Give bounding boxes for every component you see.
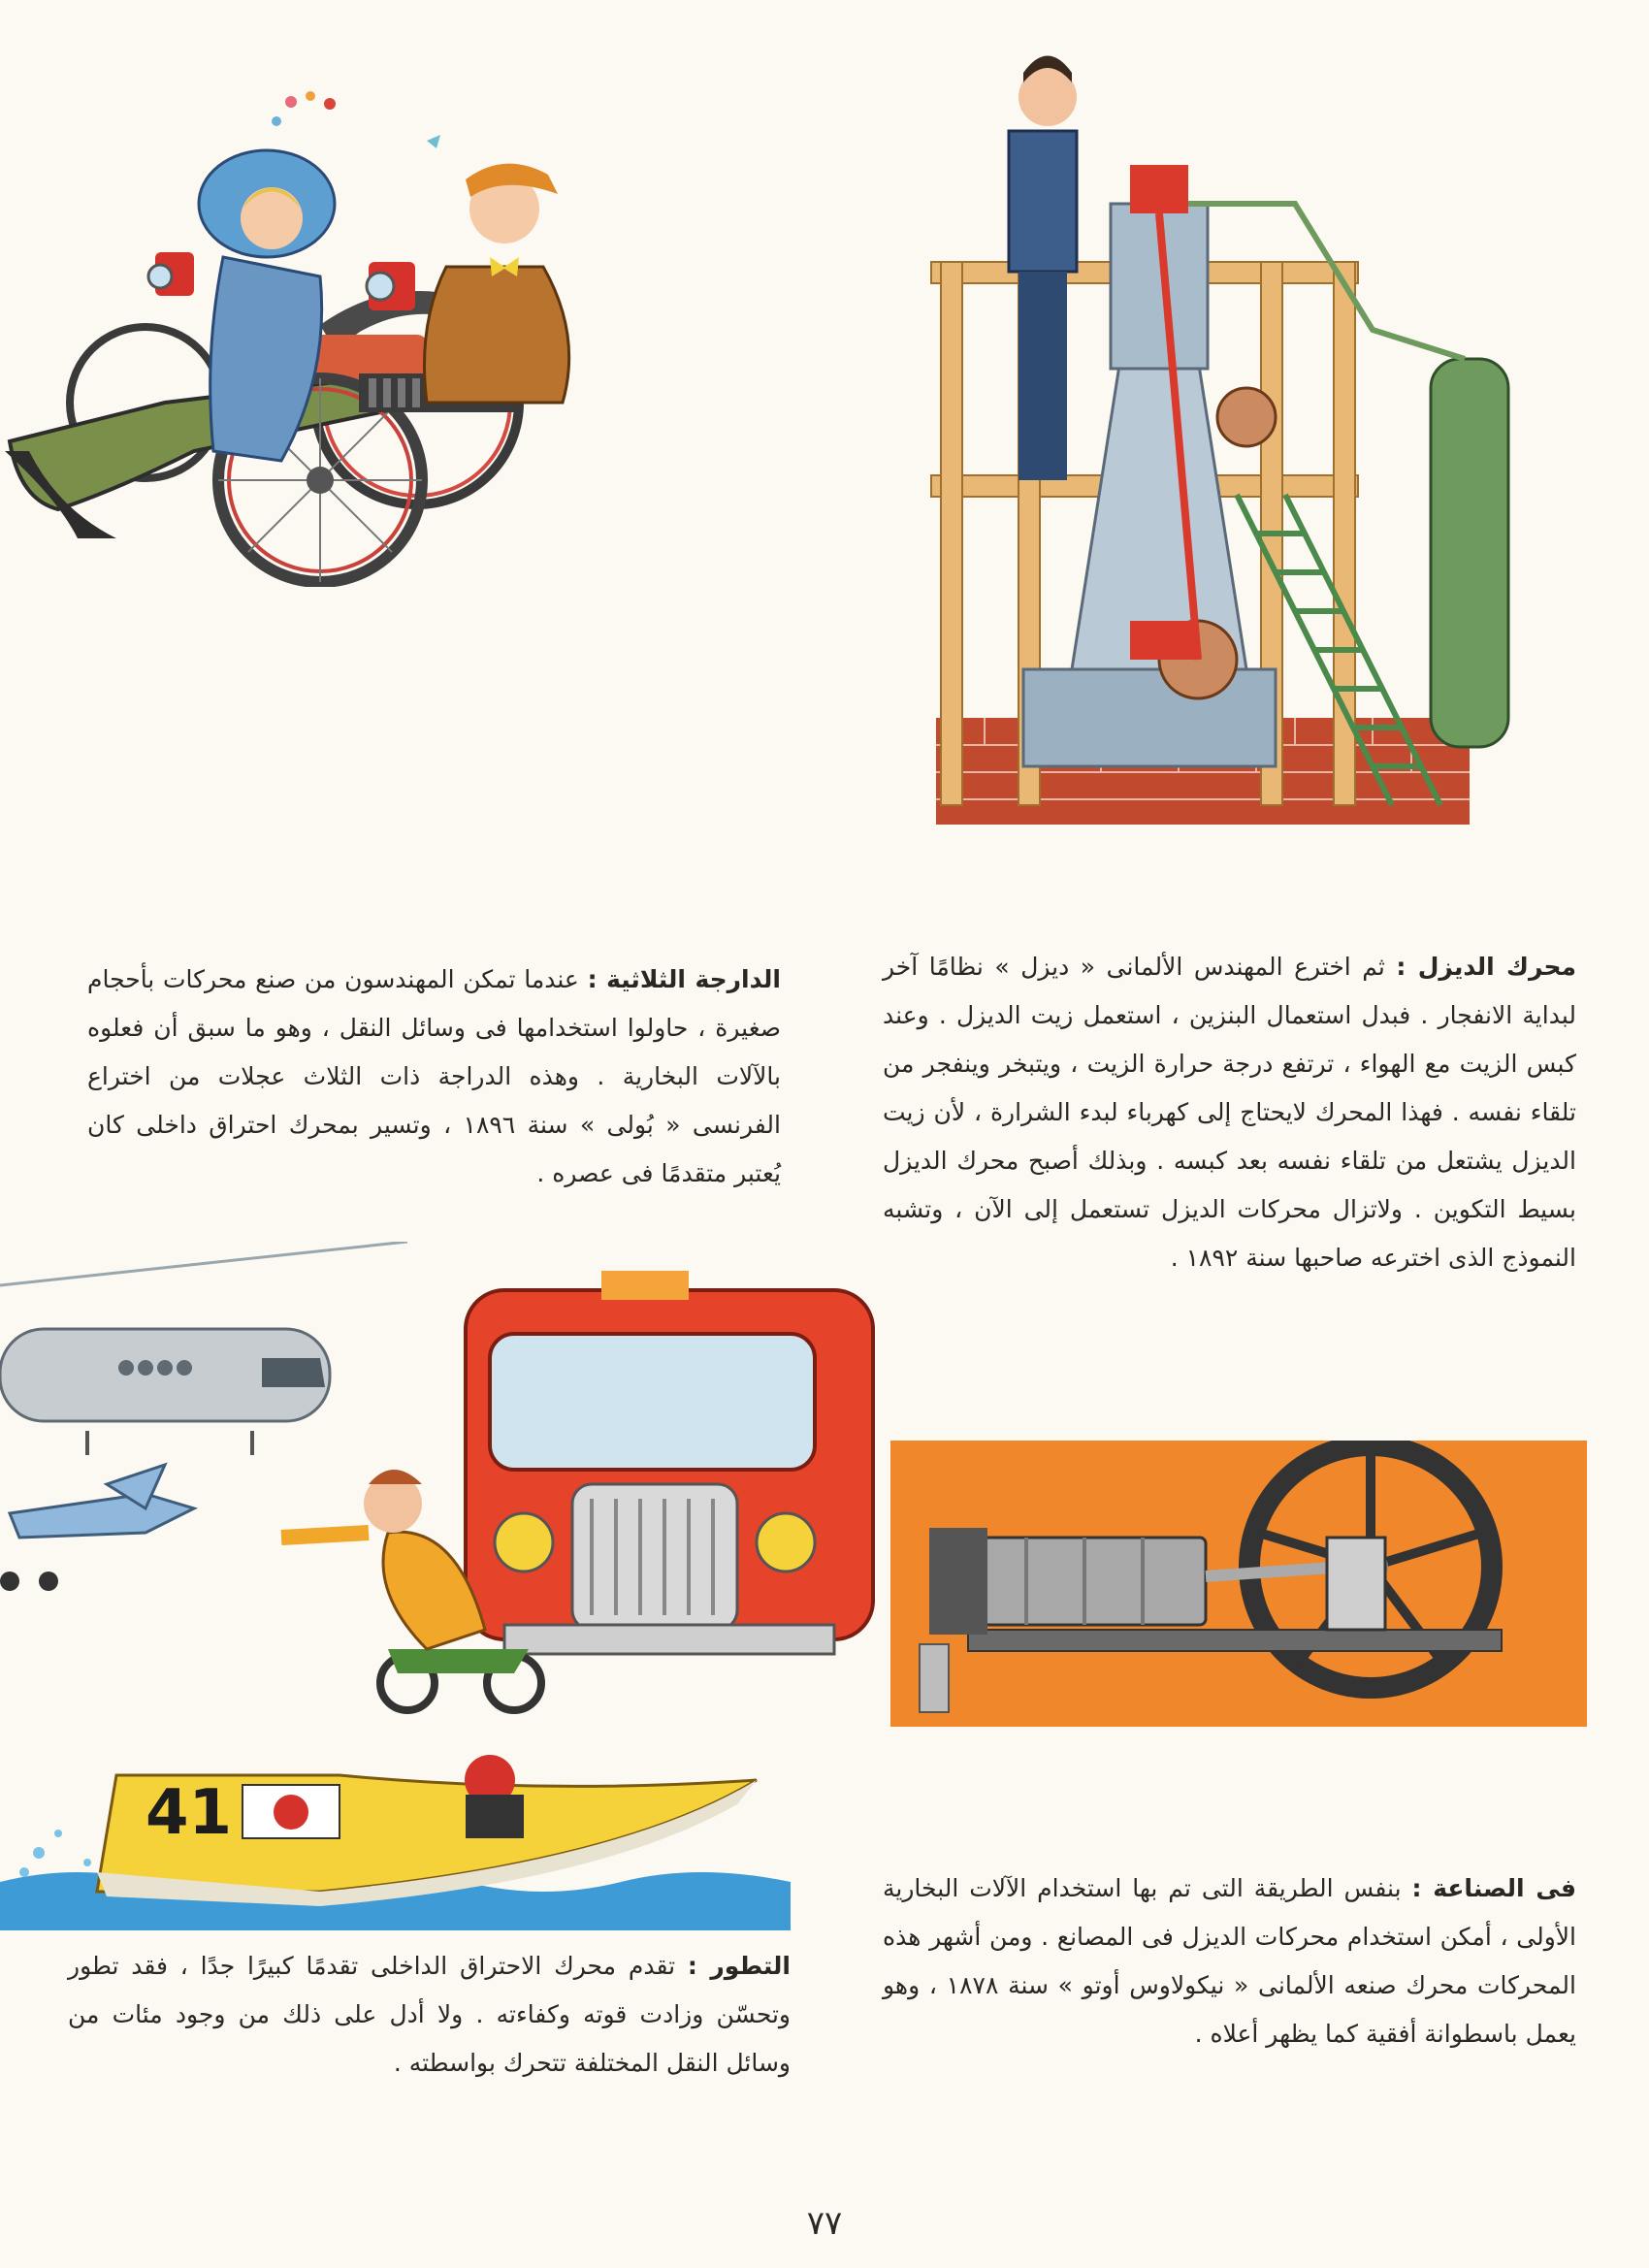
tricycle-body: عندما تمكن المهندسون من صنع محركات بأحجام صغيرة ، حاولوا استخدامها فى وسائل النقل ، وهو ما سبق أن فعلوه بالآلات البخارية . وهذه الدراجة ذات الثلاث عجلات من اختراع الفرنسى « بُولى » سنة ١٨٩٦ ، وتسير بمحرك احتراق داخلى كان يُعتبر متقدمًا فى عصره . xyxy=(87,965,781,1187)
diesel-body: ثم اخترع المهندس الألمانى « ديزل » نظامًا آخر لبداية الانفجار . فبدل استعمال البنزين ، استعمل زيت الديزل . وعند كبس الزيت مع الهواء ، ترتفع درجة حرارة الزيت ، ويتبخر وينفجر من تلقاء نفسه . فهذا المحرك لايحتاج إلى كهرباء لبدء الشرارة ، لأن زيت الديزل يشتعل من تلقاء نفسه بعد كبسه . وبذلك أصبح محرك الديزل بسيط التكوين . ولاتزال محركات الديزل تستعمل إلى الآن ، وتشبه النموذج الذى اخترعه صاحبها سنة ١٨٩٢ . xyxy=(883,953,1576,1272)
speedboat-illustration xyxy=(0,1736,791,1930)
vehicles-illustration xyxy=(0,1242,883,1717)
page-number: ٧٧ xyxy=(806,2204,843,2243)
evolution-paragraph xyxy=(68,1942,791,2088)
industry-heading: فى الصناعة : xyxy=(1411,1874,1576,1902)
diesel-engine-illustration xyxy=(926,39,1605,854)
tricycle-heading: الدارجة الثلاثية : xyxy=(587,965,781,993)
industry-body: بنفس الطريقة التى تم بها استخدام الآلات البخارية الأولى ، أمكن استخدام محركات الديزل فى المصانع . ومن أشهر هذه المحركات محرك صنعه الألمانى « نيكولاوس أوتو » سنة ١٨٧٨ ، وهو يعمل باسطوانة أفقية كما يظهر أعلاه . xyxy=(883,1874,1576,2048)
tricycle-paragraph xyxy=(87,956,781,1198)
diesel-heading: محرك الديزل : xyxy=(1396,953,1576,981)
otto-engine-illustration xyxy=(890,1441,1587,1727)
industry-paragraph xyxy=(883,1864,1576,2058)
evolution-body: تقدم محرك الاحتراق الداخلى تقدمًا كبيرًا جدًا ، فقد تطور وتحسّن وزادت قوته وكفاءته . ولا أدل على ذلك من وجود مئات من وسائل النقل المختلفة تتحرك بواسطته . xyxy=(68,1952,791,2077)
evolution-heading: التطور : xyxy=(687,1952,791,1980)
diesel-paragraph xyxy=(883,943,1576,1282)
tricycle-illustration xyxy=(0,82,582,587)
boat-number: 41 xyxy=(146,1777,233,1849)
